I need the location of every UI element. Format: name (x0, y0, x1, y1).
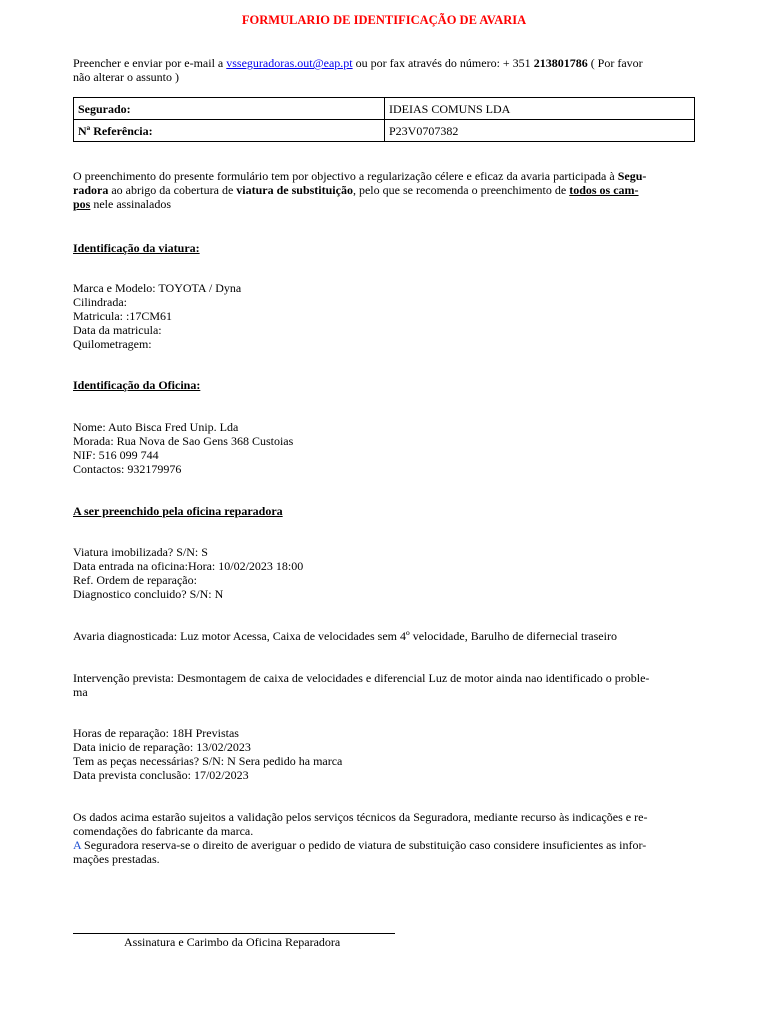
intervention-text: Intervenção prevista: Desmontagem de caixa de velocidades e diferencial Luz de motor ainda nao identificado o proble- ma (73, 671, 650, 699)
signature-line (73, 933, 395, 934)
workshop-heading: Identificação da Oficina: (73, 378, 201, 392)
email-link[interactable]: vsseguradoras.out@eap.pt (226, 56, 353, 70)
objective-paragraph: O preenchimento do presente formulário tem por objectivo a regularização célere e eficaz da avaria participada à Segu- radora ao abrigo da cobertura de viatura de substituição, pelo que se recomenda o preenchimento de todos os cam- pos nele assinalados (73, 169, 647, 211)
reference-label: Nª Referência: (74, 120, 385, 142)
list-item: Diagnostico concluido? S/N: N (73, 587, 224, 601)
signature-caption: Assinatura e Carimbo da Oficina Reparadora (124, 935, 341, 949)
list-item: Matricula: :17CM61 (73, 309, 172, 323)
repair-schedule (73, 726, 695, 782)
list-item: Data entrada na oficina:Hora: 10/02/2023 18:00 (73, 559, 304, 573)
repair-status (73, 545, 695, 601)
table-row (74, 120, 695, 142)
list-item: Data prevista conclusão: 17/02/2023 (73, 768, 249, 782)
vehicle-heading: Identificação da viatura: (73, 241, 200, 255)
list-item: Contactos: 932179976 (73, 462, 182, 476)
list-item: NIF: 516 099 744 (73, 448, 159, 462)
validation-paragraph: Os dados acima estarão sujeitos a validação pelos serviços técnicos da Seguradora, mediante recurso às indicações e re- comendações do fabricante da marca. A Seguradora reserva-se o direito de averiguar o pedido de viatura de substituição caso considere insuficientes as infor- mações prestadas. (73, 810, 648, 866)
reference-value: P23V0707382 (385, 120, 695, 142)
vehicle-details (73, 281, 695, 351)
diagnosis-text: Avaria diagnosticada: Luz motor Acessa, Caixa de velocidades sem 4º velocidade, Barulho de difernecial traseiro (73, 629, 617, 643)
intro-text: Preencher e enviar por e-mail a vsseguradoras.out@eap.pt ou por fax através do número: + 351 213801786 ( Por favor não alterar o assunto ) (73, 56, 643, 84)
list-item: Horas de reparação: 18H Previstas (73, 726, 239, 740)
list-item: Viatura imobilizada? S/N: S (73, 545, 208, 559)
repair-heading: A ser preenchido pela oficina reparadora (73, 504, 283, 518)
insured-info-table (73, 97, 695, 142)
list-item: Ref. Ordem de reparação: (73, 573, 197, 587)
list-item: Data inicio de reparação: 13/02/2023 (73, 740, 251, 754)
list-item: Quilometragem: (73, 337, 152, 351)
list-item: Morada: Rua Nova de Sao Gens 368 Custoias (73, 434, 294, 448)
table-row (74, 98, 695, 120)
list-item: Marca e Modelo: TOYOTA / Dyna (73, 281, 242, 295)
list-item: Tem as peças necessárias? S/N: N Sera pedido ha marca (73, 754, 343, 768)
segurado-label: Segurado: (74, 98, 385, 120)
fax-number: 213801786 (533, 56, 588, 70)
form-title: FORMULARIO DE IDENTIFICAÇÃO DE AVARIA (241, 13, 527, 27)
list-item: Data da matricula: (73, 323, 162, 337)
workshop-details (73, 420, 695, 476)
segurado-value: IDEIAS COMUNS LDA (385, 98, 695, 120)
list-item: Nome: Auto Bisca Fred Unip. Lda (73, 420, 239, 434)
list-item: Cilindrada: (73, 295, 127, 309)
